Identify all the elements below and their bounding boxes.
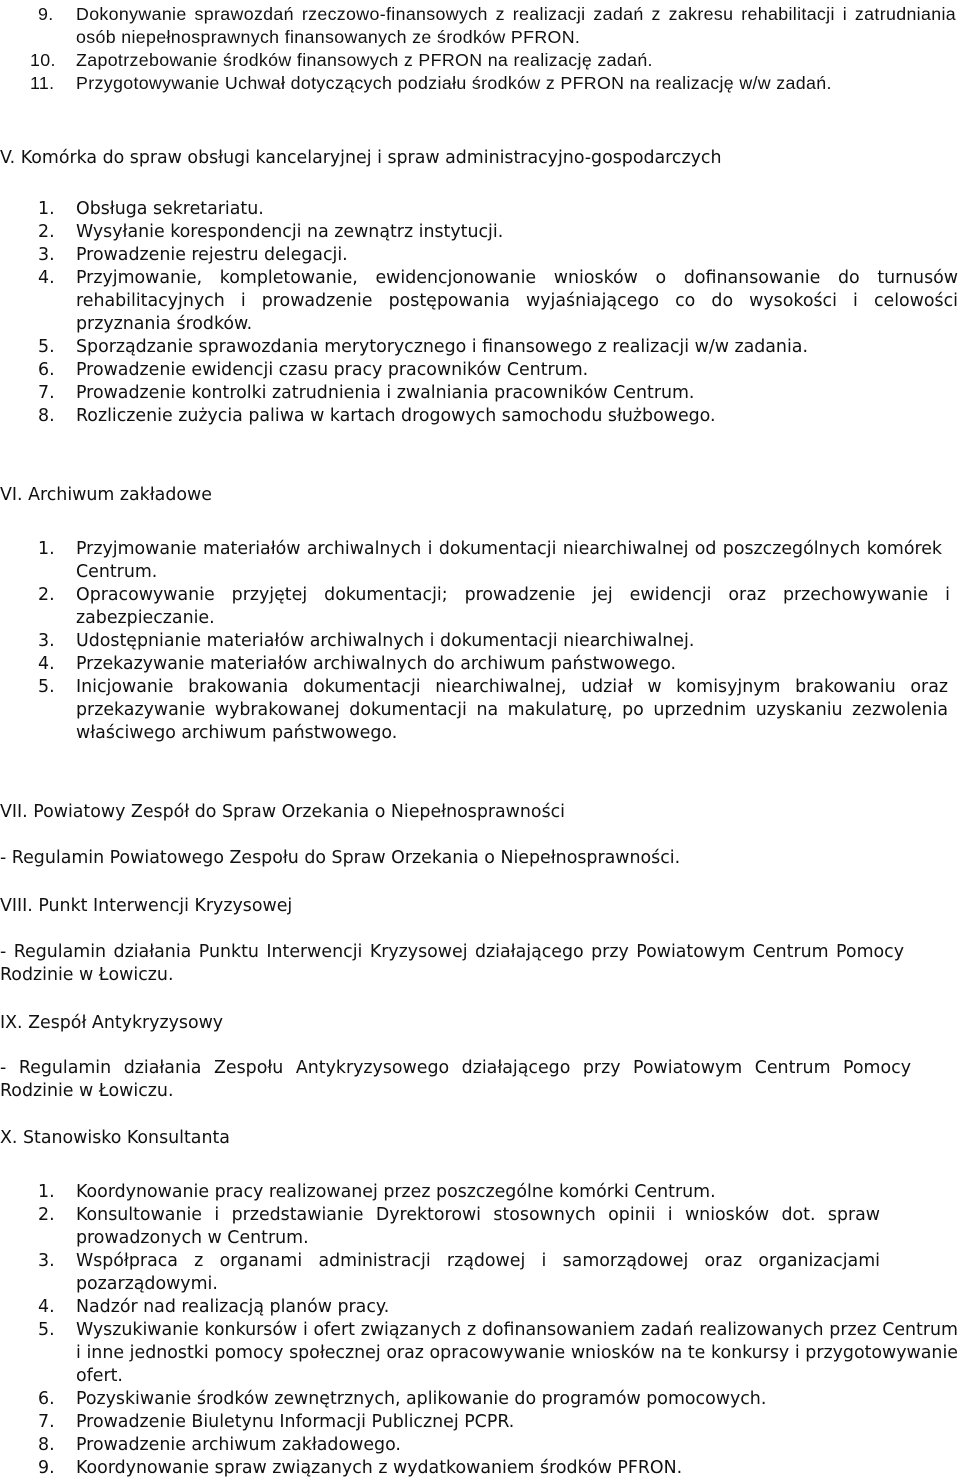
- item-number: 1.: [38, 539, 55, 559]
- item-number: 8.: [38, 406, 55, 426]
- section-paragraph: - Regulamin Powiatowego Zespołu do Spraw Orzekania o Niepełnosprawności.: [0, 848, 681, 868]
- item-number: 2.: [38, 222, 55, 242]
- item-number: 5.: [38, 677, 55, 697]
- item-text: Współpraca z organami administracji rządowej i samorządowej oraz organizacjami pozarządowymi.: [76, 1251, 880, 1294]
- item-text: Pozyskiwanie środków zewnętrznych, aplikowanie do programów pomocowych.: [76, 1389, 767, 1409]
- list-item: [0, 72, 960, 95]
- section-heading: V. Komórka do spraw obsługi kancelaryjnej i spraw administracyjno-gospodarczych: [0, 148, 722, 168]
- list-item: [0, 1388, 960, 1411]
- item-text: Prowadzenie rejestru delegacji.: [76, 245, 348, 265]
- list-item: [0, 267, 960, 336]
- list-item: [0, 1411, 960, 1434]
- list-item: [0, 653, 960, 676]
- item-number: 5.: [38, 1320, 55, 1340]
- item-number: 11.: [30, 73, 55, 93]
- item-text: Przyjmowanie, kompletowanie, ewidencjonowanie wniosków o dofinansowanie do turnusów rehabilitacyjnych i prowadzenie postępowania wyjaśniającego co do wysokości i celowości przyznania środków.: [76, 268, 958, 334]
- item-text: Przekazywanie materiałów archiwalnych do archiwum państwowego.: [76, 654, 677, 674]
- item-number: 4.: [38, 654, 55, 674]
- item-text: Przygotowywanie Uchwał dotyczących podziału środków z PFRON na realizację w/w zadań.: [76, 73, 832, 93]
- section-heading: VII. Powiatowy Zespół do Spraw Orzekania o Niepełnosprawności: [0, 802, 566, 822]
- section-x-list: [0, 1181, 960, 1480]
- item-number: 7.: [38, 1412, 55, 1432]
- item-number: 9.: [38, 4, 54, 24]
- list-item: [0, 1181, 960, 1204]
- list-item: [0, 584, 960, 630]
- item-number: 2.: [38, 1205, 55, 1225]
- item-text: Koordynowanie pracy realizowanej przez poszczególne komórki Centrum.: [76, 1182, 716, 1202]
- item-number: 1.: [38, 1182, 55, 1202]
- item-text: Zapotrzebowanie środków finansowych z PFRON na realizację zadań.: [76, 50, 653, 70]
- list-item: [0, 198, 960, 221]
- item-text: Dokonywanie sprawozdań rzeczowo-finansowych z realizacji zadań z zakresu rehabilitacji i zatrudniania osób niepełnosprawnych finansowanych ze środków PFRON.: [76, 4, 956, 47]
- item-text: Wyszukiwanie konkursów i ofert związanych z dofinansowaniem zadań realizowanych przez Centrum i inne jednostki pomocy społecznej oraz opracowywanie wniosków na te konkursy i przygotowywanie ofert.: [76, 1320, 958, 1386]
- item-text: Prowadzenie archiwum zakładowego.: [76, 1435, 401, 1455]
- item-number: 10.: [30, 50, 56, 70]
- item-number: 9.: [38, 1458, 55, 1478]
- list-item: [0, 382, 960, 405]
- section-heading: IX. Zespół Antykryzysowy: [0, 1013, 224, 1033]
- item-text: Konsultowanie i przedstawianie Dyrektorowi stosownych opinii i wniosków dot. spraw prowadzonych w Centrum.: [76, 1205, 880, 1248]
- item-text: Prowadzenie Biuletynu Informacji Publicznej PCPR.: [76, 1412, 515, 1432]
- section-vi-list: [0, 538, 960, 745]
- item-text: Udostępnianie materiałów archiwalnych i dokumentacji niearchiwalnej.: [76, 631, 695, 651]
- item-number: 7.: [38, 383, 55, 403]
- item-text: Rozliczenie zużycia paliwa w kartach drogowych samochodu służbowego.: [76, 406, 716, 426]
- item-text: Przyjmowanie materiałów archiwalnych i dokumentacji niearchiwalnej od poszczególnych komórek Centrum.: [76, 539, 942, 582]
- item-text: Wysyłanie korespondencji na zewnątrz instytucji.: [76, 222, 504, 242]
- list-item: [0, 359, 960, 382]
- list-item: [0, 630, 960, 653]
- list-item: [0, 49, 960, 72]
- item-number: 6.: [38, 1389, 55, 1409]
- list-item: [0, 1296, 960, 1319]
- item-text: Inicjowanie brakowania dokumentacji niearchiwalnej, udział w komisyjnym brakowaniu oraz przekazywanie wybrakowanej dokumentacji na makulaturę, po uprzednim uzyskaniu zezwolenia właściwego archiwum państwowego.: [76, 677, 948, 743]
- item-number: 2.: [38, 585, 55, 605]
- top-list: [0, 3, 960, 95]
- list-item: [0, 1434, 960, 1457]
- section-heading: VIII. Punkt Interwencji Kryzysowej: [0, 896, 293, 916]
- item-text: Obsługa sekretariatu.: [76, 199, 264, 219]
- item-number: 8.: [38, 1435, 55, 1455]
- list-item: [0, 3, 960, 49]
- list-item: [0, 1204, 960, 1250]
- item-number: 1.: [38, 199, 55, 219]
- list-item: [0, 405, 960, 428]
- item-number: 5.: [38, 337, 55, 357]
- item-text: Sporządzanie sprawozdania merytorycznego i finansowego z realizacji w/w zadania.: [76, 337, 808, 357]
- item-number: 3.: [38, 245, 55, 265]
- list-item: [0, 244, 960, 267]
- item-text: Prowadzenie kontrolki zatrudnienia i zwalniania pracowników Centrum.: [76, 383, 695, 403]
- item-number: 3.: [38, 631, 55, 651]
- list-item: [0, 336, 960, 359]
- list-item: [0, 221, 960, 244]
- item-text: Koordynowanie spraw związanych z wydatkowaniem środków PFRON.: [76, 1458, 683, 1478]
- item-text: Prowadzenie ewidencji czasu pracy pracowników Centrum.: [76, 360, 589, 380]
- section-heading: VI. Archiwum zakładowe: [0, 485, 212, 505]
- item-text: Nadzór nad realizacją planów pracy.: [76, 1297, 390, 1317]
- list-item: [0, 1457, 960, 1480]
- section-v-list: [0, 198, 960, 428]
- item-number: 4.: [38, 1297, 55, 1317]
- item-number: 4.: [38, 268, 55, 288]
- section-heading: X. Stanowisko Konsultanta: [0, 1128, 230, 1148]
- item-number: 3.: [38, 1251, 55, 1271]
- list-item: [0, 538, 960, 584]
- item-text: Opracowywanie przyjętej dokumentacji; prowadzenie jej ewidencji oraz przechowywanie i zabezpieczanie.: [76, 585, 950, 628]
- item-number: 6.: [38, 360, 55, 380]
- section-paragraph: - Regulamin działania Zespołu Antykryzysowego działającego przy Powiatowym Centrum Pomocy Rodzinie w Łowiczu.: [0, 1058, 911, 1101]
- list-item: [0, 676, 960, 745]
- list-item: [0, 1250, 960, 1296]
- list-item: [0, 1319, 960, 1388]
- section-paragraph: - Regulamin działania Punktu Interwencji Kryzysowej działającego przy Powiatowym Centrum Pomocy Rodzinie w Łowiczu.: [0, 942, 904, 985]
